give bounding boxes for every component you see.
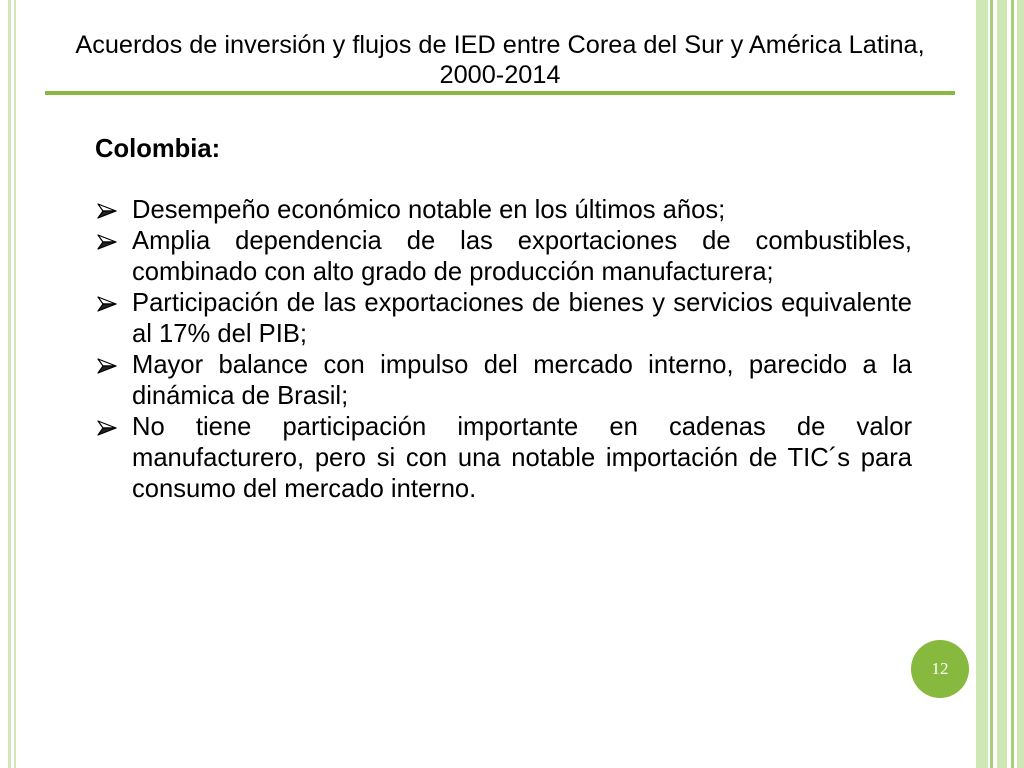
right-decorative-stripe (1017, 0, 1024, 768)
right-decorative-stripe (997, 0, 1007, 768)
arrow-bullet-icon (97, 412, 132, 443)
bullet-text: Mayor balance con impulso del mercado interno, parecido a la dinámica de Brasil; (132, 351, 912, 410)
list-item (97, 226, 912, 288)
bullet-text: Amplia dependencia de las exportaciones de combustibles, combinado con alto grado de producción manufacturera; (132, 227, 912, 286)
list-item (97, 412, 912, 505)
list-item (97, 288, 912, 350)
arrow-bullet-icon (97, 195, 132, 226)
page-number: 12 (931, 659, 949, 678)
arrow-bullet-icon (97, 226, 132, 257)
left-decorative-stripe (14, 0, 16, 768)
title-divider (45, 91, 955, 95)
right-decorative-stripe (990, 0, 993, 768)
arrow-bullet-icon (97, 288, 132, 319)
right-decorative-stripe (976, 0, 988, 768)
bullet-text: No tiene participación importante en cadenas de valor manufacturero, pero si con una notable importación de TIC´s para consumo del mercado interno. (132, 413, 912, 503)
slide-title: Acuerdos de inversión y flujos de IED entre Corea del Sur y América Latina, 2000-2014 (75, 31, 925, 89)
arrow-bullet-icon (97, 350, 132, 381)
left-decorative-stripe (8, 0, 11, 768)
list-item (97, 195, 912, 226)
list-item (97, 350, 912, 412)
section-heading: Colombia: (95, 135, 221, 163)
bullet-text: Desempeño económico notable en los últimos años; (132, 196, 726, 224)
bullet-list (97, 195, 912, 505)
bullet-text: Participación de las exportaciones de bienes y servicios equivalente al 17% del PIB; (132, 289, 912, 348)
page-number-badge (911, 640, 969, 698)
right-decorative-stripe (1011, 0, 1014, 768)
